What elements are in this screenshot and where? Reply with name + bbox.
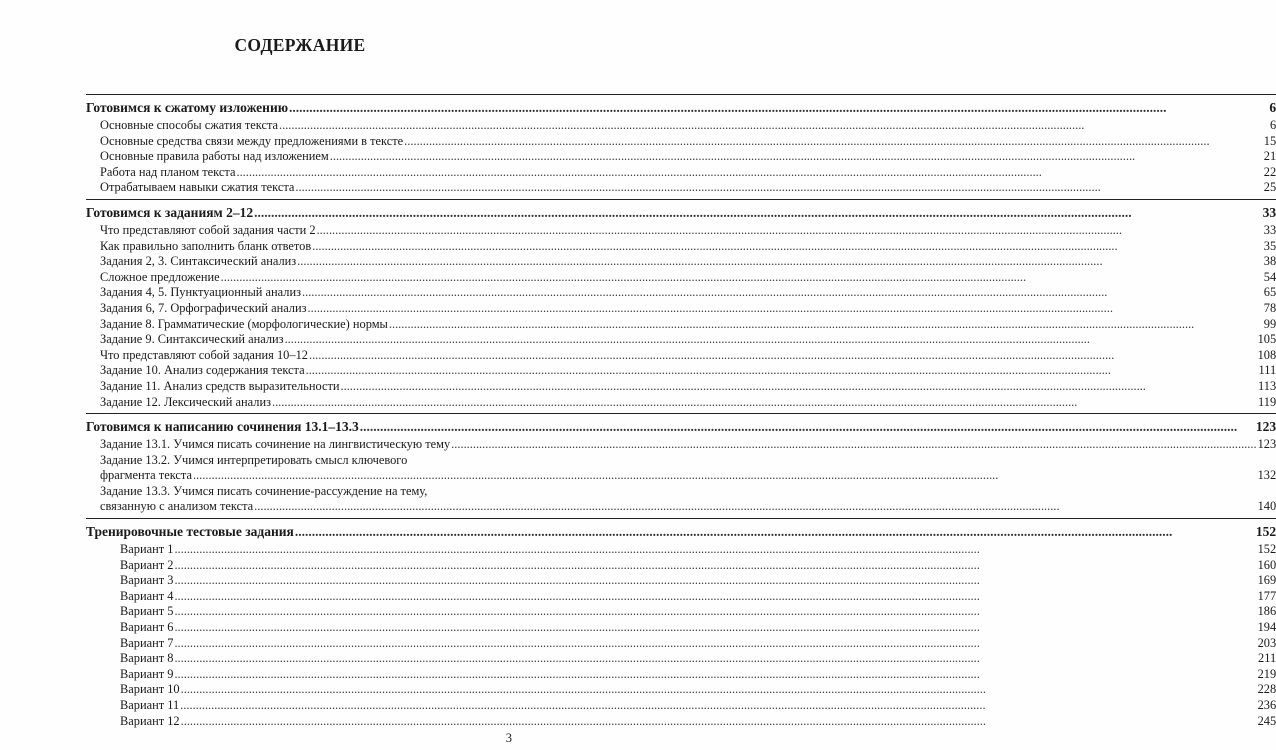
toc-entry-page: 99 xyxy=(1263,316,1276,331)
toc-entry-title: Вариант 1 xyxy=(120,542,174,557)
toc-entry[interactable] xyxy=(86,270,1276,286)
toc-entry[interactable] xyxy=(86,667,1276,683)
leader-dots xyxy=(317,223,1263,239)
toc-entry-title-line1: Задание 13.3. Учимся писать сочинение-рассуждение на тему, xyxy=(100,483,428,498)
leader-dots xyxy=(174,589,1256,605)
toc-entry-title: Задание 10. Анализ содержания текста xyxy=(100,363,305,378)
leader-dots xyxy=(181,682,1257,698)
toc-entry[interactable] xyxy=(86,558,1276,574)
toc-entry-page: 35 xyxy=(1263,238,1276,253)
toc-entry-title: Вариант 12 xyxy=(120,713,180,728)
leader-dots xyxy=(174,604,1256,620)
section-items-row xyxy=(86,437,1276,518)
section-items-row xyxy=(86,118,1276,199)
section-heading-page: 33 xyxy=(1262,204,1276,220)
toc-entry-page: 123 xyxy=(1257,437,1276,452)
leader-dots xyxy=(174,573,1256,589)
toc-entry-page: 105 xyxy=(1257,332,1276,347)
leader-dots xyxy=(341,379,1258,395)
toc-entry-title: Вариант 4 xyxy=(120,588,174,603)
toc-entry-page: 228 xyxy=(1257,682,1276,697)
toc-entry-page: 108 xyxy=(1257,347,1276,362)
leader-dots xyxy=(279,118,1269,134)
toc-entry-title: Задание 12. Лексический анализ xyxy=(100,394,271,409)
leader-dots xyxy=(306,363,1258,379)
leader-dots xyxy=(174,636,1256,652)
toc-entry-title: Задание 8. Грамматические (морфологические) нормы xyxy=(100,316,388,331)
section-row xyxy=(86,95,1276,119)
toc-entry[interactable] xyxy=(86,395,1276,411)
section-row xyxy=(86,519,1276,543)
toc-entry-title: Вариант 2 xyxy=(120,557,174,572)
toc-entry-page: 38 xyxy=(1263,254,1276,269)
toc-entry-title: Вариант 9 xyxy=(120,666,174,681)
toc-entry-page: 111 xyxy=(1258,363,1276,378)
toc-entry[interactable] xyxy=(86,573,1276,589)
toc-entry-page: 25 xyxy=(1263,180,1276,195)
toc-entry-title: Вариант 8 xyxy=(120,651,174,666)
toc-entry-page: 132 xyxy=(1257,468,1276,483)
leader-dots xyxy=(221,270,1263,286)
toc-entry-title: Основные правила работы над изложением xyxy=(100,149,329,164)
toc-entry-title: Что представляют собой задания 10–12 xyxy=(100,347,308,362)
section-heading-title: Готовимся к заданиям 2–12 xyxy=(86,204,254,220)
toc-entry[interactable] xyxy=(86,604,1276,620)
toc-entry-page: 21 xyxy=(1263,149,1276,164)
section-heading-title: Готовимся к написанию сочинения 13.1–13.3 xyxy=(86,419,359,435)
toc-entry-page: 113 xyxy=(1258,378,1276,393)
leader-dots xyxy=(312,239,1263,255)
toc-entry[interactable] xyxy=(86,223,1276,239)
section-items-row xyxy=(86,542,1276,732)
toc-entry-title: Основные средства связи между предложениями в тексте xyxy=(100,133,404,148)
toc-entry-multiline[interactable] xyxy=(86,453,1276,484)
toc-entry[interactable] xyxy=(86,698,1276,714)
toc-entry-title-line1: Задание 13.2. Учимся интерпретировать смысл ключевого xyxy=(100,452,408,467)
toc-entry[interactable] xyxy=(86,332,1276,348)
section-heading[interactable] xyxy=(86,418,1276,436)
toc-entry-page: 160 xyxy=(1257,557,1276,572)
toc-entry[interactable] xyxy=(86,379,1276,395)
toc-entry-title: Вариант 11 xyxy=(120,698,180,712)
leader-dots xyxy=(236,165,1262,181)
section-heading[interactable] xyxy=(86,99,1276,117)
leader-dots xyxy=(302,285,1263,301)
toc-entry-title: Задание 11. Анализ средств выразительности xyxy=(100,378,340,393)
toc-entry[interactable] xyxy=(86,348,1276,364)
toc-entry-page: 203 xyxy=(1257,635,1276,650)
toc-entry-title: Что представляют собой задания части 2 xyxy=(100,222,316,237)
toc-entry-title: Задания 2, 3. Синтаксический анализ xyxy=(100,254,297,269)
leader-dots xyxy=(289,99,1268,117)
leader-dots xyxy=(174,542,1256,558)
toc-entry-title: Вариант 3 xyxy=(120,573,174,588)
toc-entry-title: Задания 6, 7. Орфографический анализ xyxy=(100,300,307,315)
section-items-row xyxy=(86,223,1276,414)
leader-dots xyxy=(193,468,1257,484)
toc-entry[interactable] xyxy=(86,180,1276,196)
toc-entry[interactable] xyxy=(86,254,1276,270)
section-heading-title: Готовимся к сжатому изложению xyxy=(86,100,289,115)
toc-entry-title: Вариант 7 xyxy=(120,635,174,650)
section-row xyxy=(86,414,1276,438)
toc-entry-title: Сложное предложение xyxy=(100,269,220,284)
leader-dots xyxy=(309,348,1257,364)
toc-entry-page: 211 xyxy=(1258,651,1276,666)
toc-entry-page: 6 xyxy=(1269,118,1276,132)
section-heading-page: 152 xyxy=(1255,524,1276,540)
toc-entry[interactable] xyxy=(86,714,1276,730)
toc-entry-page: 78 xyxy=(1263,300,1276,315)
toc-entry-title: Вариант 6 xyxy=(120,620,174,635)
leader-dots xyxy=(285,332,1257,348)
toc-entry-page: 65 xyxy=(1263,285,1276,300)
leader-dots xyxy=(272,395,1257,411)
toc-entry-page: 33 xyxy=(1263,222,1276,237)
toc-entry-page: 169 xyxy=(1257,573,1276,588)
toc-entry-title-line2: связанную с анализом текста xyxy=(100,499,254,514)
leader-dots xyxy=(254,499,1256,515)
toc-entry-title: Как правильно заполнить бланк ответов xyxy=(100,238,312,253)
leader-dots xyxy=(330,149,1263,165)
leader-dots xyxy=(180,698,1256,714)
toc-entry[interactable] xyxy=(86,636,1276,652)
section-heading-title: Тренировочные тестовые задания xyxy=(86,524,294,540)
toc-entry-page: 194 xyxy=(1257,620,1276,635)
toc-entry-page: 119 xyxy=(1258,394,1276,409)
table-of-contents xyxy=(86,94,1276,732)
leader-dots xyxy=(181,714,1257,730)
toc-entry-title: Основные способы сжатия текста xyxy=(100,118,279,132)
section-heading-page: 123 xyxy=(1255,419,1276,435)
toc-entry[interactable] xyxy=(86,149,1276,165)
leader-dots xyxy=(360,418,1255,436)
toc-entry-page: 15 xyxy=(1263,133,1276,148)
toc-entry[interactable] xyxy=(86,589,1276,605)
toc-entry[interactable] xyxy=(86,301,1276,317)
page-title: СОДЕРЖАНИЕ xyxy=(234,35,366,55)
leader-dots xyxy=(174,558,1256,574)
toc-entry-page: 177 xyxy=(1257,588,1276,603)
leader-dots xyxy=(404,134,1263,150)
page-number: 3 xyxy=(505,731,512,745)
section-heading[interactable] xyxy=(86,204,1276,222)
toc-entry-page: 22 xyxy=(1263,164,1276,179)
toc-entry-page: 186 xyxy=(1257,604,1276,619)
toc-entry[interactable] xyxy=(86,682,1276,698)
toc-entry[interactable] xyxy=(86,285,1276,301)
toc-entry-page: 140 xyxy=(1257,499,1276,514)
toc-entry[interactable] xyxy=(86,542,1276,558)
toc-entry-page: 236 xyxy=(1257,698,1276,712)
leader-dots xyxy=(297,254,1263,270)
section-heading[interactable] xyxy=(86,523,1276,541)
toc-entry-page: 54 xyxy=(1263,269,1276,284)
leader-dots xyxy=(451,437,1256,453)
toc-entry[interactable] xyxy=(86,118,1276,134)
toc-entry[interactable] xyxy=(86,363,1276,379)
toc-entry-title: Задание 13.1. Учимся писать сочинение на лингвистическую тему xyxy=(100,437,451,452)
toc-entry-page: 219 xyxy=(1257,666,1276,681)
toc-entry-title: Задания 4, 5. Пунктуационный анализ xyxy=(100,285,301,300)
toc-entry[interactable] xyxy=(86,165,1276,181)
toc-entry[interactable] xyxy=(86,620,1276,636)
toc-entry-title: Отрабатываем навыки сжатия текста xyxy=(100,180,295,195)
toc-entry-title: Вариант 10 xyxy=(120,682,180,697)
leader-dots xyxy=(389,317,1263,333)
toc-entry[interactable] xyxy=(86,239,1276,255)
toc-entry-title: Вариант 5 xyxy=(120,604,174,619)
section-row xyxy=(86,199,1276,223)
leader-dots xyxy=(295,180,1262,196)
leader-dots xyxy=(308,301,1263,317)
toc-entry[interactable] xyxy=(86,317,1276,333)
leader-dots xyxy=(254,204,1262,222)
leader-dots xyxy=(174,651,1257,667)
leader-dots xyxy=(174,667,1256,683)
toc-entry[interactable] xyxy=(86,651,1276,667)
toc-entry-title: Работа над планом текста xyxy=(100,164,236,179)
toc-entry-title-line2: фрагмента текста xyxy=(100,468,192,483)
toc-entry-title: Задание 9. Синтаксический анализ xyxy=(100,332,284,347)
leader-dots xyxy=(295,523,1255,541)
toc-entry-multiline[interactable] xyxy=(86,484,1276,515)
toc-entry-page: 245 xyxy=(1257,713,1276,728)
toc-entry[interactable] xyxy=(86,134,1276,150)
leader-dots xyxy=(174,620,1256,636)
toc-entry-page: 152 xyxy=(1257,542,1276,557)
toc-entry[interactable] xyxy=(86,437,1276,453)
section-heading-page: 6 xyxy=(1269,100,1276,115)
